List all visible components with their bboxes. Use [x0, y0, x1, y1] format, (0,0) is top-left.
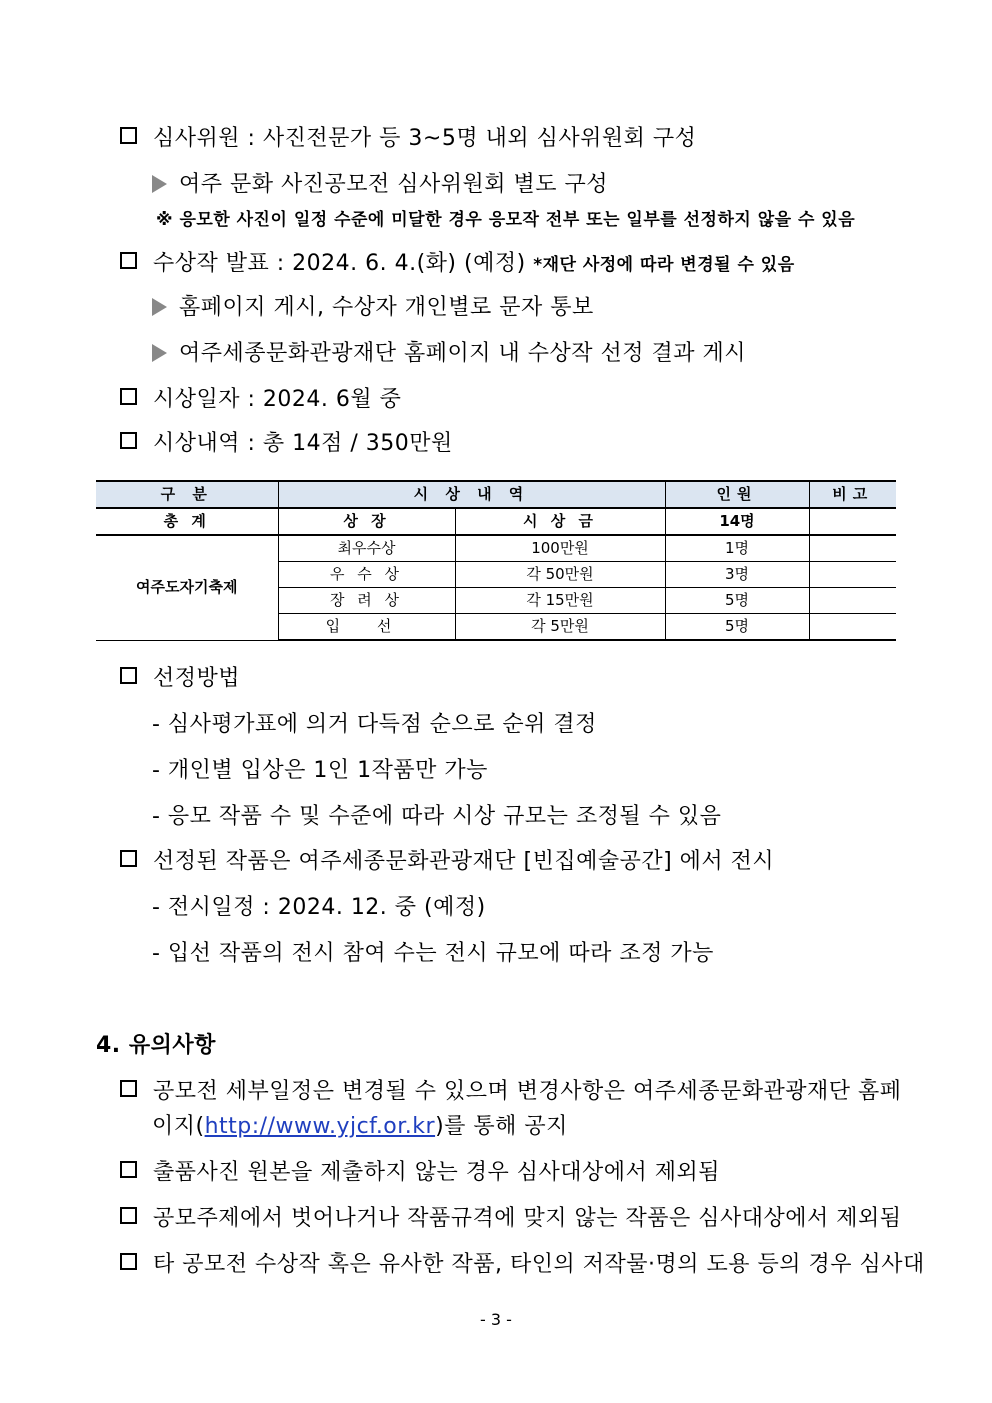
selection-subitem-2: - 개인별 입상은 1인 1작품만 가능 — [152, 758, 488, 783]
table-header-row — [96, 481, 896, 508]
award-date-item: 시상일자 : 2024. 6월 중 — [120, 385, 401, 415]
judges-note: ※ 응모한 사진이 일정 수준에 미달한 경우 응모작 전부 또는 일부를 선정하지 않을 수 있음 — [156, 210, 856, 230]
row-award: 장 려 상 — [278, 588, 455, 614]
checkbox-bullet-icon — [120, 1253, 137, 1270]
total-prize: 시 상 금 — [455, 508, 665, 535]
exhibit-subitem-2: - 입선 작품의 전시 참여 수는 전시 규모에 따라 조정 가능 — [152, 941, 714, 966]
group-label: 여주도자기축제 — [96, 535, 278, 640]
row-people: 5명 — [665, 614, 809, 641]
checkbox-bullet-icon — [120, 252, 137, 269]
header-remarks: 비고 — [809, 481, 896, 508]
total-people: 14명 — [665, 508, 809, 535]
checkbox-bullet-icon — [120, 1161, 137, 1178]
header-category: 구 분 — [96, 481, 278, 508]
row-prize: 각 15만원 — [455, 588, 665, 614]
section-4-title: 4. 유의사항 — [96, 1033, 216, 1058]
notice-item-2: 출품사진 원본을 제출하지 않는 경우 심사대상에서 제외됨 — [120, 1158, 720, 1188]
total-remarks — [809, 508, 896, 535]
header-people: 인원 — [665, 481, 809, 508]
selection-subitem-3: - 응모 작품 수 및 수준에 따라 시상 규모는 조정될 수 있음 — [152, 804, 722, 829]
row-remarks — [809, 562, 896, 588]
checkbox-bullet-icon — [120, 1207, 137, 1224]
notice-item-1: 공모전 세부일정은 변경될 수 있으며 변경사항은 여주세종문화관광재단 홈페 — [120, 1077, 902, 1107]
row-award: 우 수 상 — [278, 562, 455, 588]
checkbox-bullet-icon — [120, 432, 137, 449]
page-number: - 3 - — [480, 1310, 512, 1329]
homepage-link[interactable]: http://www.yjcf.or.kr — [204, 1114, 436, 1139]
exhibit-subitem-1: - 전시일정 : 2024. 12. 중 (예정) — [152, 895, 486, 920]
checkbox-bullet-icon — [120, 388, 137, 405]
row-award: 입 선 — [278, 614, 455, 641]
announce-subitem-2: 여주세종문화관광재단 홈페이지 내 수상작 선정 결과 게시 — [152, 339, 746, 369]
header-detail: 시 상 내 역 — [278, 481, 665, 508]
row-remarks — [809, 588, 896, 614]
judges-subitem: 여주 문화 사진공모전 심사위원회 별도 구성 — [152, 170, 608, 200]
row-remarks — [809, 535, 896, 562]
row-prize: 각 50만원 — [455, 562, 665, 588]
checkbox-bullet-icon — [120, 127, 137, 144]
row-prize: 각 5만원 — [455, 614, 665, 641]
notice-item-3: 공모주제에서 벗어나거나 작품규격에 맞지 않는 작품은 심사대상에서 제외됨 — [120, 1204, 902, 1234]
row-people: 5명 — [665, 588, 809, 614]
row-people: 1명 — [665, 535, 809, 562]
checkbox-bullet-icon — [120, 667, 137, 684]
announce-subitem-1: 홈페이지 게시, 수상자 개인별로 문자 통보 — [152, 293, 594, 323]
announce-note: *재단 사정에 따라 변경될 수 있음 — [533, 255, 795, 275]
award-detail-item: 시상내역 : 총 14점 / 350만원 — [120, 429, 453, 459]
notice-item-1-cont: 이지(http://www.yjcf.or.kr)를 통해 공지 — [152, 1114, 568, 1139]
selection-subitem-1: - 심사평가표에 의거 다득점 순으로 순위 결정 — [152, 712, 597, 737]
triangle-bullet-icon — [152, 344, 167, 362]
table-total-row — [96, 508, 896, 535]
total-label: 총 계 — [96, 508, 278, 535]
selection-item: 선정방법 — [120, 664, 240, 694]
triangle-bullet-icon — [152, 298, 167, 316]
row-remarks — [809, 614, 896, 641]
announce-item: 수상작 발표 : 2024. 6. 4.(화) (예정) *재단 사정에 따라 변경될 수 있음 — [120, 249, 795, 280]
exhibit-item: 선정된 작품은 여주세종문화관광재단 [빈집예술공간] 에서 전시 — [120, 847, 774, 877]
checkbox-bullet-icon — [120, 1080, 137, 1097]
row-award: 최우수상 — [278, 535, 455, 562]
table-row — [96, 535, 896, 562]
judges-item: 심사위원 : 사진전문가 등 3~5명 내외 심사위원회 구성 — [120, 124, 696, 154]
triangle-bullet-icon — [152, 175, 167, 193]
row-people: 3명 — [665, 562, 809, 588]
row-prize: 100만원 — [455, 535, 665, 562]
prize-table — [96, 480, 896, 641]
total-award: 상 장 — [278, 508, 455, 535]
notice-item-4: 타 공모전 수상작 혹은 유사한 작품, 타인의 저작물·명의 도용 등의 경우 심사대 — [120, 1250, 925, 1280]
checkbox-bullet-icon — [120, 850, 137, 867]
